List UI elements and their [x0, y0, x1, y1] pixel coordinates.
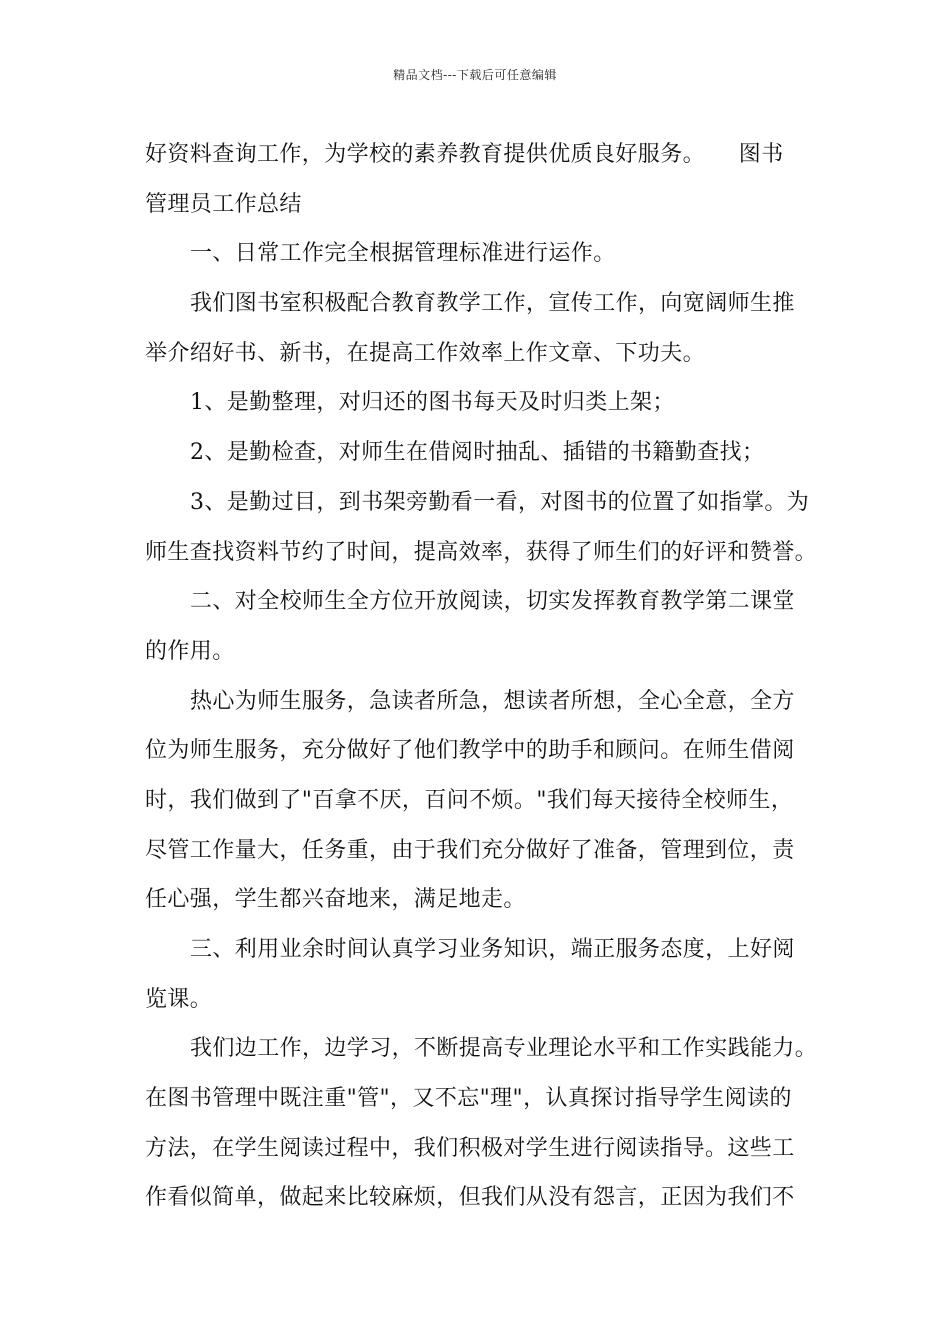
text-line: 二、对全校师生全方位开放阅读，切实发挥教育教学第二课堂: [190, 589, 795, 615]
text-line: 任心强，学生都兴奋地来，满足地走。: [145, 887, 526, 913]
text-line: 在图书管理中既注重"管"，又不忘"理"，认真探讨指导学生阅读的: [145, 1086, 792, 1112]
text-line: 热心为师生服务，急读者所急，想读者所想，全心全意，全方: [190, 688, 795, 714]
text-line: 一、日常工作完全根据管理标准进行运作。: [190, 241, 616, 267]
text-line: 3、是勤过目，到书架旁勤看一看，对图书的位置了如指掌。为: [190, 489, 810, 515]
text-line: 作看似简单，做起来比较麻烦，但我们从没有怨言，正因为我们不: [145, 1185, 795, 1211]
text-line: 我们图书室积极配合教育教学工作，宣传工作，向宽阔师生推: [190, 291, 795, 317]
text-line: 1、是勤整理，对归还的图书每天及时归类上架；: [190, 390, 675, 416]
text-line: 的作用。: [145, 638, 235, 664]
text-line: 方法，在学生阅读过程中，我们积极对学生进行阅读指导。这些工: [145, 1135, 795, 1161]
text-line: 举介绍好书、新书，在提高工作效率上作文章、下功夫。: [145, 340, 706, 366]
document-body: [145, 130, 818, 1223]
text-line: 好资料查询工作，为学校的素养教育提供优质良好服务。 图书: [145, 142, 784, 167]
page-header: 精品文档---下载后可任意编辑: [393, 68, 557, 82]
text-line: 尽管工作量大，任务重，由于我们充分做好了准备，管理到位，责: [145, 837, 795, 863]
text-line: 位为师生服务，充分做好了他们教学中的助手和顾问。在师生借阅: [145, 738, 795, 764]
text-line: 我们边工作，边学习，不断提高专业理论水平和工作实践能力。: [190, 1036, 818, 1062]
text-line: 师生查找资料节约了时间，提高效率，获得了师生们的好评和赞誉。: [145, 539, 818, 565]
text-line: 三、利用业余时间认真学习业务知识，端正服务态度，上好阅: [190, 937, 795, 962]
text-line: 管理员工作总结: [145, 191, 302, 217]
text-line: 览课。: [145, 986, 213, 1012]
text-line: 2、是勤检查，对师生在借阅时抽乱、插错的书籍勤查找；: [190, 440, 765, 466]
text-line: 时，我们做到了"百拿不厌，百问不烦。"我们每天接待全校师生，: [145, 787, 794, 813]
